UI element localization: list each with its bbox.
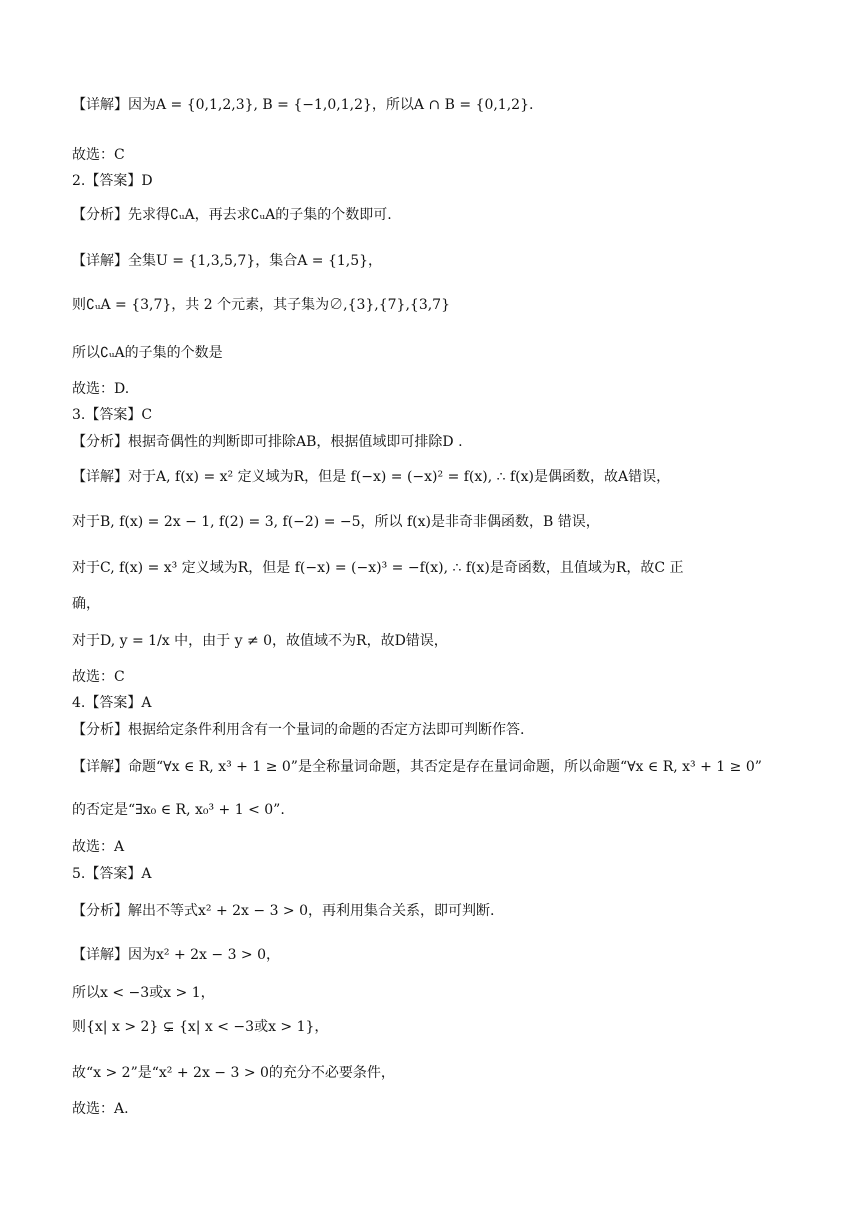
line-5-conclusion: 故“x > 2”是“x² + 2x − 3 > 0的充分不必要条件，: [72, 1065, 395, 1081]
line-2-analysis: 【分析】先求得∁ᵤA，再去求∁ᵤA的子集的个数即可.: [72, 207, 392, 223]
line-4-negation: 的否定是“∃x₀ ∈ R, x₀³ + 1 < 0”.: [72, 802, 285, 818]
line-5-answer: 5.【答案】A: [72, 866, 152, 882]
line-3-analysis: 【分析】根据奇偶性的判断即可排除AB，根据值域即可排除D .: [72, 434, 463, 450]
line-1-choice: 故选：C: [72, 147, 125, 163]
line-2-answer: 2.【答案】D: [72, 173, 153, 189]
line-3-choice: 故选：C: [72, 669, 125, 685]
line-3-detail-d: 对于D, y = 1/x 中，由于 y ≠ 0，故值域不为R，故D错误，: [72, 633, 448, 649]
line-3-detail-c-cont: 确，: [72, 596, 100, 612]
line-3-answer: 3.【答案】C: [72, 407, 153, 423]
line-4-detail: 【详解】命题“∀x ∈ R, x³ + 1 ≥ 0”是全称量词命题，其否定是存在量词命题，所以命题“∀x ∈ R, x³ + 1 ≥ 0”: [72, 759, 762, 775]
line-2-complement: 则∁ᵤA = {3,7}，共 2 个元素，其子集为∅,{3},{7},{3,7}: [72, 297, 450, 313]
line-5-analysis: 【分析】解出不等式x² + 2x − 3 > 0，再利用集合关系，即可判断.: [72, 903, 495, 919]
line-5-detail: 【详解】因为x² + 2x − 3 > 0，: [72, 947, 281, 963]
line-2-count: 所以∁ᵤA的子集的个数是: [72, 345, 223, 361]
line-1-detail: 【详解】因为A = {0,1,2,3}, B = {−1,0,1,2}，所以A ∩ B = {0,1,2}.: [72, 97, 534, 113]
line-5-solution: 所以x < −3或x > 1，: [72, 985, 215, 1001]
line-3-detail-b: 对于B, f(x) = 2x − 1, f(2) = 3, f(−2) = −5，所以 f(x)是非奇非偶函数，B 错误，: [72, 514, 600, 530]
line-5-choice: 故选：A.: [72, 1101, 129, 1117]
line-3-detail-a: 【详解】对于A, f(x) = x² 定义域为R，但是 f(−x) = (−x)² = f(x), ∴ f(x)是偶函数，故A错误，: [72, 469, 671, 485]
line-4-analysis: 【分析】根据给定条件利用含有一个量词的命题的否定方法即可判断作答.: [72, 722, 525, 738]
line-3-detail-c: 对于C, f(x) = x³ 定义域为R，但是 f(−x) = (−x)³ = −f(x), ∴ f(x)是奇函数，且值域为R，故C 正: [72, 560, 684, 576]
line-5-subset: 则{x| x > 2} ⊊ {x| x < −3或x > 1}，: [72, 1019, 329, 1035]
line-4-choice: 故选：A: [72, 839, 125, 855]
line-4-answer: 4.【答案】A: [72, 695, 152, 711]
line-2-choice: 故选：D.: [72, 381, 130, 397]
line-2-detail: 【详解】全集U = {1,3,5,7}，集合A = {1,5}，: [72, 253, 383, 269]
